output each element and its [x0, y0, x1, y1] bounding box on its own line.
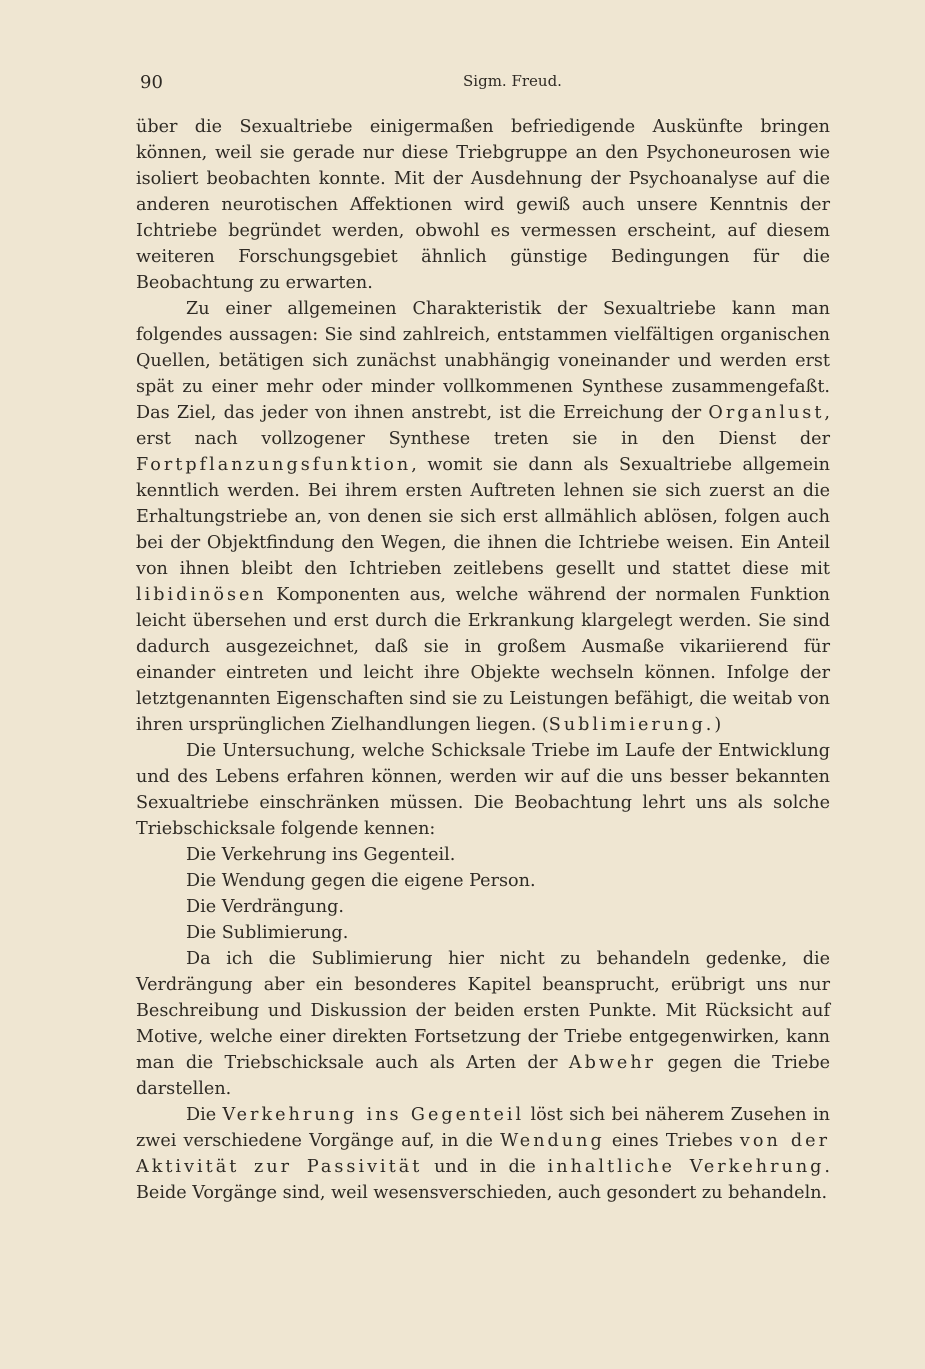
page-header: [140, 72, 830, 98]
text-segment: eines Triebes: [604, 1131, 740, 1151]
text-segment: Die Sublimierung.: [186, 923, 349, 943]
emphasized-text: Verkehrung ins Gegenteil: [222, 1105, 525, 1125]
emphasized-text: Abwehr: [568, 1053, 657, 1073]
emphasized-text: Fortpflanzungsfunktion: [136, 455, 412, 475]
paragraph: [136, 946, 830, 1102]
running-head: Sigm. Freud.: [463, 72, 562, 90]
text-segment: ): [714, 715, 722, 735]
text-segment: Zu einer allgemeinen Charakteristik der Sexualtriebe kann man folgendes aussagen: Sie sind zahlreich, entstammen vielfältigen organischen Quellen, betätigen sich zunächst unabhängig voneinander und werden erst spät zu einer mehr oder minder vollkommenen Synthese zusammengefaßt. Das Ziel, das jeder von ihnen anstrebt, ist die Erreichung der: [136, 299, 830, 423]
text-segment: Die Untersuchung, welche Schicksale Triebe im Laufe der Entwicklung und des Lebens erfahren können, werden wir auf die uns besser bekannten Sexualtriebe einschränken müssen. Die Beobachtung lehrt uns als solche Triebschicksale folgende kennen:: [136, 741, 830, 839]
paragraph: [136, 296, 830, 738]
page-number: 90: [140, 72, 163, 93]
text-segment: Die: [186, 1105, 223, 1125]
text-segment: . Beide Vorgänge sind, weil wesensverschieden, auch gesondert zu behandeln.: [136, 1157, 831, 1203]
list-item: [136, 920, 830, 946]
text-segment: Die Verdrängung.: [186, 897, 344, 917]
text-segment: und in die: [422, 1157, 548, 1177]
text-segment: , erst nach vollzogener Synthese treten sie in den Dienst der: [136, 403, 830, 449]
emphasized-text: Wendung: [500, 1131, 605, 1151]
emphasized-text: von der Aktivität zur Passivität: [136, 1131, 831, 1177]
text-segment: Die Verkehrung ins Gegenteil.: [186, 845, 456, 865]
text-segment: löst sich bei näherem Zusehen in zwei verschiedene Vorgänge auf, in die: [136, 1105, 830, 1151]
emphasized-text: Organlust: [708, 403, 825, 423]
list-item: [136, 842, 830, 868]
text-segment: , womit sie dann als Sexualtriebe allgemein kenntlich werden. Bei ihrem ersten Auftreten lehnen sie sich zuerst an die Erhaltungstriebe an, von denen sie sich erst allmählich ablösen, folgen auch bei der Objektfindung den Wegen, die ihnen die Ichtriebe weisen. Ein Anteil von ihnen bleibt den Ichtrieben zeitlebens gesellt und stattet diese mit: [136, 455, 830, 579]
text-segment: Da ich die Sublimierung hier nicht zu behandeln gedenke, die Verdrängung aber ein besonderes Kapitel beansprucht, erübrigt uns nur Beschreibung und Diskussion der beiden ersten Punkte. Mit Rücksicht auf Motive, welche einer direkten Fortsetzung der Triebe entgegenwirken, kann man die Triebschicksale auch als Arten der: [136, 949, 830, 1073]
list-item: [136, 868, 830, 894]
text-segment: über die Sexualtriebe einigermaßen befriedigende Auskünfte bringen können, weil sie gerade nur diese Triebgruppe an den Psychoneurosen wie isoliert beobachten konnte. Mit der Ausdehnung der Psychoanalyse auf die anderen neurotischen Affektionen wird gewiß auch unsere Kenntnis der Ichtriebe begründet werden, obwohl es vermessen erscheint, auf diesem weiteren Forschungsgebiet ähnlich günstige Bedingungen für die Beobachtung zu erwarten.: [136, 117, 830, 293]
paragraph: [136, 1102, 830, 1206]
emphasized-text: Sublimierung.: [548, 715, 715, 735]
body-text: [136, 114, 830, 1206]
text-segment: gegen die Triebe darstellen.: [136, 1053, 830, 1099]
emphasized-text: inhaltliche Verkehrung: [547, 1157, 825, 1177]
list-item: [136, 894, 830, 920]
paragraph: [136, 738, 830, 842]
paragraph: [136, 114, 830, 296]
emphasized-text: libidinösen: [136, 585, 267, 605]
text-segment: Die Wendung gegen die eigene Person.: [186, 871, 536, 891]
text-segment: Komponenten aus, welche während der normalen Funktion leicht übersehen und erst durch die Erkrankung klargelegt werden. Sie sind dadurch ausgezeichnet, daß sie in großem Ausmaße vikariierend für einander eintreten und leicht ihre Objekte wechseln können. Infolge der letztgenannten Eigenschaften sind sie zu Leistungen befähigt, die weitab von ihren ursprünglichen Zielhandlungen liegen. (: [136, 585, 830, 735]
